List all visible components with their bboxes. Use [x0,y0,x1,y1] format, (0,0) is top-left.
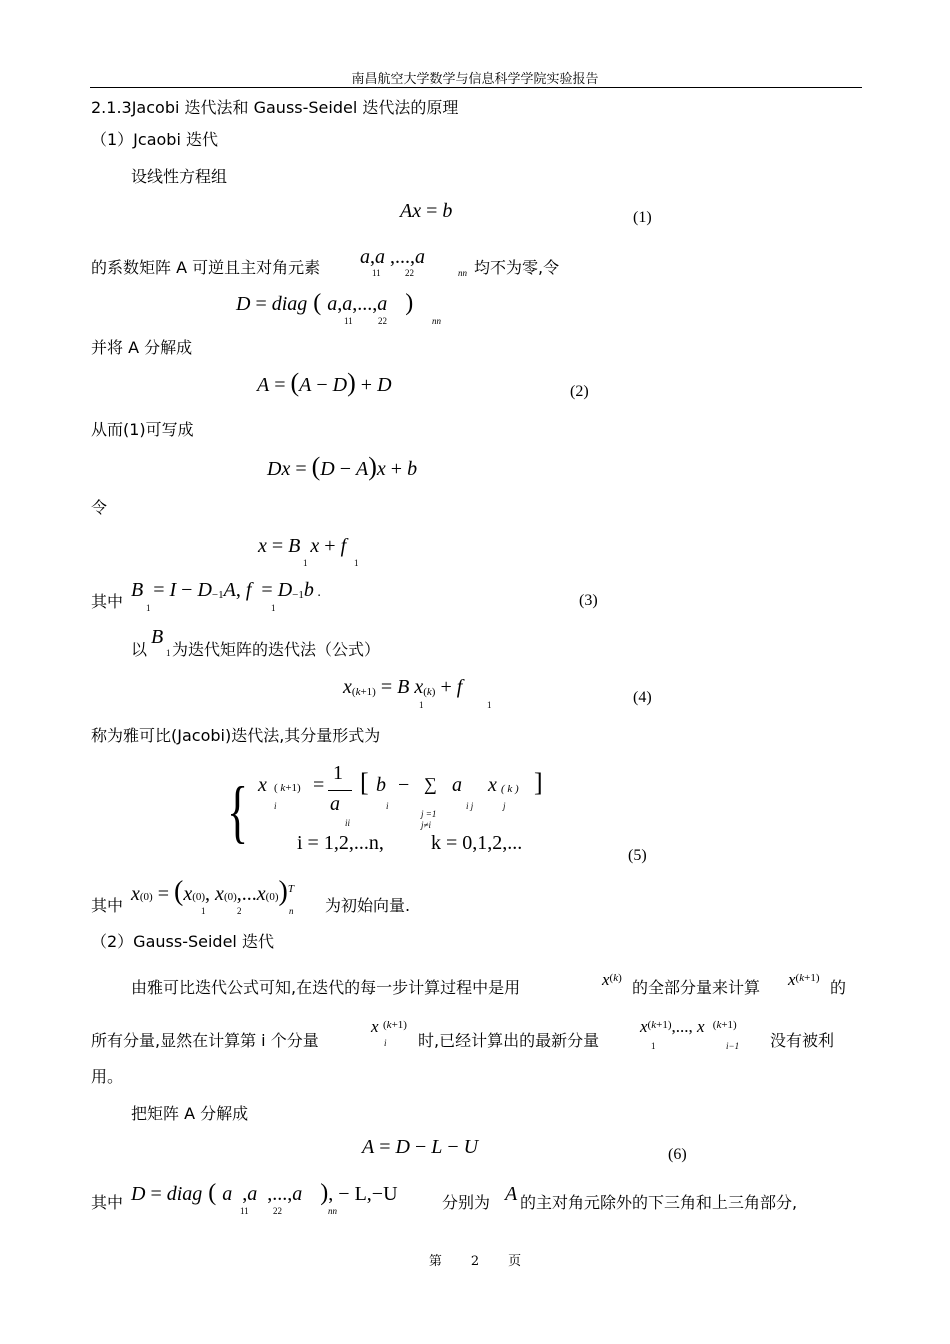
gs-latest-sub-i: i−1 [726,1041,740,1051]
eq5-b: b [376,774,386,796]
paragraph-split2: 把矩阵 A 分解成 [131,1104,249,1123]
eq5-xj-sub: j [503,801,506,811]
page-footer: 第 2 页 [428,1254,522,1269]
eq5-frac-num: 1 [333,762,343,784]
sub-11: 11 [372,268,381,278]
eq5-sigma-lower1: j =1 [421,809,437,819]
paragraph-gs-2b: 时,已经计算出的最新分量 [418,1031,600,1050]
eq5-x: x [258,774,267,796]
paragraph-gs-1b: 的全部分量来计算 [632,978,761,997]
eq5-b-sub: i [386,801,389,811]
eq5-a: a [452,774,462,796]
equation-4-number: (4) [633,689,652,706]
section-heading: 2.1.3Jacobi 迭代法和 Gauss-Seidel 迭代法的原理 [91,98,459,117]
paragraph-last-c: 的主对角元除外的下三角和上三角部分, [520,1193,798,1212]
last-sub-22: 22 [273,1206,282,1216]
sub-22: 22 [405,268,414,278]
paragraph-gs-2c: 没有被利 [770,1031,835,1050]
init-sub-2: 2 [237,906,242,916]
eq5-lbracket: [ [360,768,369,797]
last-diag: D = diag ( a ,a ,...,a ), − L,−U [131,1180,398,1206]
equation-3: B = I − D−1A, f = D−1b . [131,579,321,601]
paragraph-gs-2a: 所有分量,显然在计算第 i 个分量 [91,1031,319,1050]
equation-2-number: (2) [570,383,589,400]
sub-1-f3: 1 [271,603,276,613]
eq5-frac-den: a [330,793,340,815]
page-number: 2 [470,1254,480,1269]
sub-1-b3: 1 [146,603,151,613]
subsection-jacobi: （1）Jcaobi 迭代 [91,130,218,149]
sub-1-f: 1 [354,558,359,568]
sub-1-f4: 1 [487,700,492,710]
diag-definition: D = diag ( a,a,...,a ) [236,290,414,316]
paragraph-gs-1c: 的 [830,978,847,997]
equation-dx: Dx = (D − A)x + b [267,452,418,481]
diag-sub-nn: nn [432,316,441,326]
paragraph-init-tail: 为初始向量. [325,896,411,915]
equation-fixed-point: x = B x + f [258,535,347,557]
gs-xi: x [371,1017,379,1036]
diag-sub-22: 22 [378,316,387,326]
diag-sub-11: 11 [344,316,353,326]
eq5-a-sub: i j [466,801,474,811]
page-header: 南昌航空大学数学与信息科学学院实验报告 [351,72,599,87]
eq5-x-sub: i [274,801,277,811]
subsection-gauss-seidel: （2）Gauss-Seidel 迭代 [91,932,274,951]
paragraph-coefficient-tail: 均不为零,令 [474,258,560,277]
gs-latest-sub-1: 1 [651,1041,656,1051]
equation-6: A = D − L − U [362,1136,479,1158]
initial-vector: x(0) = (x(0), x(0),...x(0))$^T$ [131,876,294,907]
eq5-rbracket: ] [534,768,543,797]
eq5-eq: = [313,774,325,796]
paragraph-gs-3: 用。 [91,1067,124,1086]
last-sub-nn: nn [328,1206,337,1216]
gs-xi-sup: (k+1) [383,1019,407,1031]
iter-matrix-b: B [151,626,164,648]
diagonal-elements: a,a ,...,a [360,246,425,268]
init-sub-n: n [289,906,294,916]
paragraph-init-head: 其中 [91,896,124,915]
eq5-frac-line [328,790,352,791]
eq5-xj: x [488,774,497,796]
paragraph-setup: 设线性方程组 [131,167,228,186]
sub-1-b: 1 [303,558,308,568]
eq5-sigma-lower2: j≠i [421,820,431,830]
eq5-minus: − [398,774,410,796]
paragraph-thus: 从而(1)可写成 [91,420,194,439]
equation-1-number: (1) [633,209,652,226]
paragraph-coefficient: 的系数矩阵 A 可逆且主对角元素 [91,258,321,277]
paragraph-iter: 以 [131,640,148,659]
sub-1-b4: 1 [419,700,424,710]
init-sub-1: 1 [201,906,206,916]
equation-6-number: (6) [668,1146,687,1163]
header-rule [90,87,862,88]
last-matrix-a: A [505,1183,518,1205]
equation-5-number: (5) [628,847,647,864]
last-sub-11: 11 [240,1206,249,1216]
equation-1: Ax = b [400,200,453,222]
paragraph-jacobi: 称为雅可比(Jacobi)迭代法,其分量形式为 [91,726,381,745]
eq5-krange: k = 0,1,2,... [431,832,523,854]
paragraph-split: 并将 A 分解成 [91,338,193,357]
paragraph-ling: 令 [91,498,108,517]
equation-3-number: (3) [579,592,598,609]
paragraph-where: 其中 [91,592,124,611]
equation-4: x(k+1) = B x(k) + f [343,676,463,698]
paragraph-last-a: 其中 [91,1193,124,1212]
equation-2: A = (A − D) + D [257,368,392,397]
gs-latest: $x^{(k+1)}$,..., x $^{(k+1)}$ [640,1017,737,1036]
eq5-x-sup: ( k+1) [274,782,301,794]
eq5-xj-sup: ( k ) [501,783,519,795]
gs-xi-sub: i [384,1038,387,1048]
sub-nn: nn [458,268,467,278]
iter-sub-1: 1 [166,648,171,658]
paragraph-iter-tail: 为迭代矩阵的迭代法（公式） [172,640,381,659]
paragraph-last-b: 分别为 [442,1193,491,1212]
gs-xk1: $x^{(k+1)}$ [788,970,820,989]
eq5-frac-den-sub: ii [345,818,351,828]
eq5-range: i = 1,2,...n, [297,832,384,854]
eq5-sigma: ∑ [424,774,437,794]
paragraph-gs-1a: 由雅可比迭代公式可知,在迭代的每一步计算过程中是用 [131,978,521,997]
gs-xk: $x^{(k)}$ [602,970,622,989]
brace: { [227,772,249,851]
